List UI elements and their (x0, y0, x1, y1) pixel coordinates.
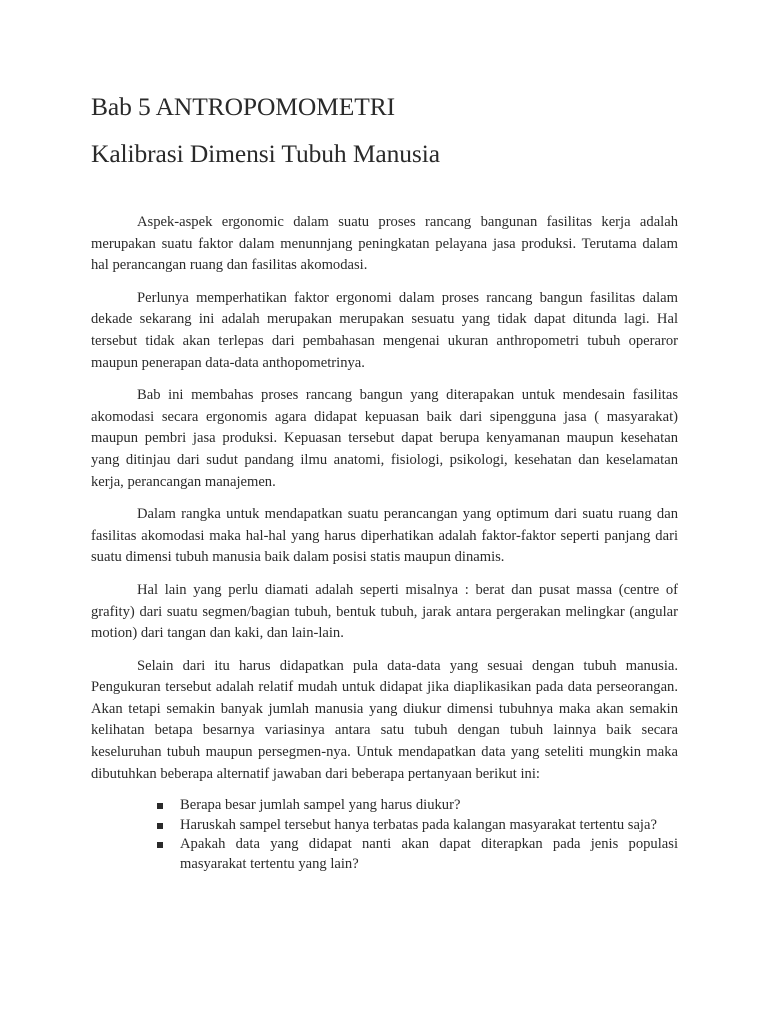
list-item (157, 816, 678, 836)
paragraph: Hal lain yang perlu diamati adalah seperti misalnya : berat dan pusat massa (centre of grafity) dari suatu segmen/bagian tubuh, bentuk tubuh, jarak antara pergerakan melingkar (angular motion) dari tangan dan kaki, dan lain-lain. (91, 581, 678, 642)
paragraph: Aspek-aspek ergonomic dalam suatu proses rancang bangunan fasilitas kerja adalah merupakan suatu faktor dalam menunnjang peningkatan pelayana jasa produksi. Terutama dalam hal perancangan ruang dan fasilitas akomodasi. (91, 214, 678, 274)
square-bullet-icon (157, 803, 163, 809)
chapter-title: Bab 5 ANTROPOMOMETRI (91, 92, 396, 121)
list-item (157, 835, 678, 874)
list-item-text: Berapa besar jumlah sampel yang harus diukur? (180, 797, 461, 814)
list-item-text: Haruskah sampel tersebut hanya terbatas pada kalangan masyarakat tertentu saja? (180, 816, 657, 833)
question-list (91, 796, 678, 874)
chapter-subtitle: Kalibrasi Dimensi Tubuh Manusia (91, 139, 440, 168)
body-text (91, 212, 678, 874)
paragraph: Perlunya memperhatikan faktor ergonomi dalam proses rancang bangun fasilitas dalam dekade sekarang ini adalah merupakan merupakan sesuatu yang tidak dapat ditunda lagi. Hal tersebut tidak akan terlepas dari pembahasan mengenai ukuran anthropometri tubuh operaror maupun penerapan data-data anthopometrinya. (91, 289, 678, 371)
list-item (157, 796, 678, 816)
paragraph: Dalam rangka untuk mendapatkan suatu perancangan yang optimum dari suatu ruang dan fasilitas akomodasi maka hal-hal yang harus diperhatikan adalah faktor-faktor seperti panjang dari suatu dimensi tubuh manusia baik dalam posisi statis maupun dinamis. (91, 506, 678, 566)
paragraph: Selain dari itu harus didapatkan pula data-data yang sesuai dengan tubuh manusia. Pengukuran tersebut adalah relatif mudah untuk didapat jika diaplikasikan pada data perseorangan. Akan tetapi semakin banyak jumlah manusia yang diukur dimensi tubuhnya maka akan semakin kelihatan betapa besarnya variasinya antara satu tubuh dengan tubuh lainnya baik secara keseluruhan tubuh maupun persegmen-nya. Untuk mendapatkan data yang seteliti mungkin maka dibutuhkan beberapa alternatif jawaban dari beberapa pertanyaan berikut ini: (91, 657, 678, 782)
list-item-text: Apakah data yang didapat nanti akan dapat diterapkan pada jenis populasi masyarakat tertentu yang lain? (180, 836, 678, 872)
square-bullet-icon (157, 842, 163, 848)
square-bullet-icon (157, 823, 163, 829)
paragraph: Bab ini membahas proses rancang bangun yang diterapakan untuk mendesain fasilitas akomodasi secara ergonomis agara didapat kepuasan baik dari sipengguna jasa ( masyarakat) maupun pembri jasa produksi. Kepuasan tersebut dapat berupa kenyamanan maupun kesehatan yang ditinjau dari sudut pandang ilmu anatomi, fisiologi, psikologi, kesehatan dan keselamatan kerja, perancangan manajemen. (91, 387, 678, 490)
